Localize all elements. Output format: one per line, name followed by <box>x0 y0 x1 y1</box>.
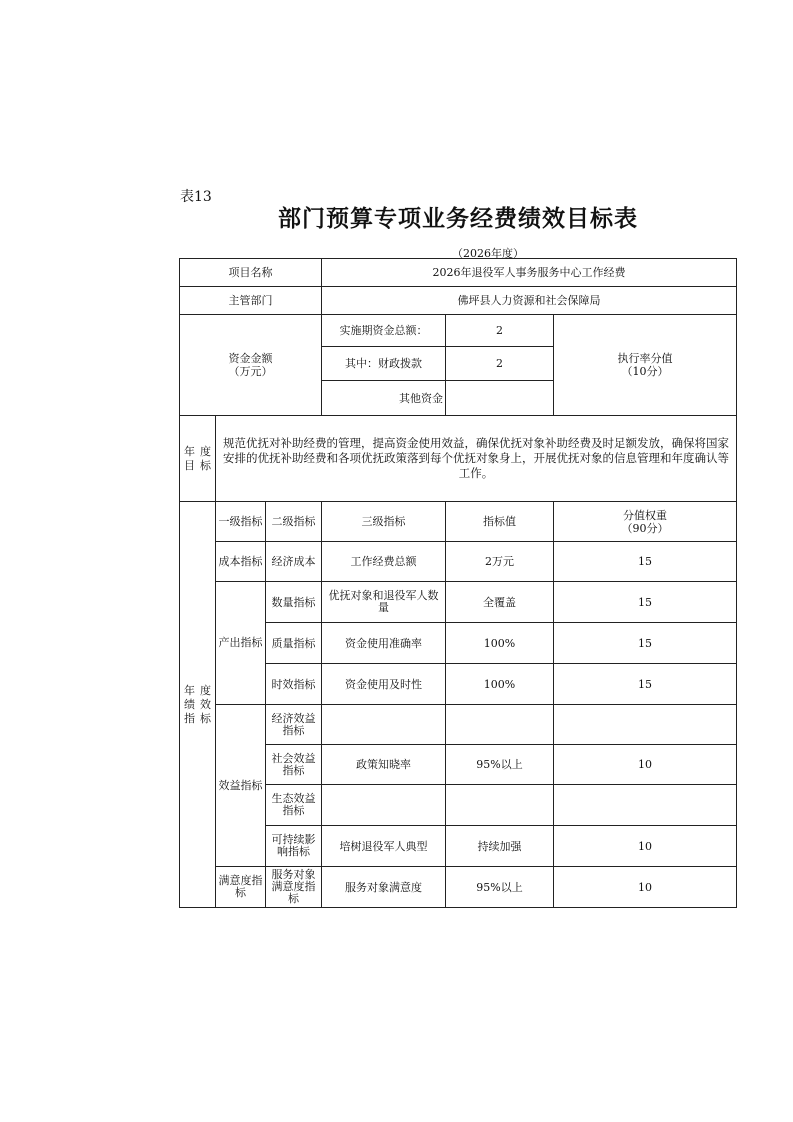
funds-label <box>180 315 322 416</box>
table-row <box>180 705 737 745</box>
performance-table <box>179 258 737 908</box>
row-value: 全覆盖 <box>446 582 554 623</box>
ind-label-c: 绩 <box>184 697 195 711</box>
goal-label-d: 标 <box>200 458 211 472</box>
row-level2: 服务对象满意度指标 <box>266 867 322 908</box>
row-weight <box>554 785 737 826</box>
row-weight: 15 <box>554 582 737 623</box>
funds-label-line2: （万元） <box>228 365 273 378</box>
goal-label-b: 度 <box>200 444 211 458</box>
row-level3 <box>322 785 446 826</box>
row-value: 95%以上 <box>446 867 554 908</box>
row-level3: 培树退役军人典型 <box>322 826 446 867</box>
funds-label-line1: 资金金额 <box>228 352 273 365</box>
row-value <box>446 705 554 745</box>
department-value: 佛坪县人力资源和社会保障局 <box>322 287 737 315</box>
row-level2: 社会效益指标 <box>266 745 322 785</box>
ind-label-e: 指 <box>184 711 195 725</box>
row-level2: 质量指标 <box>266 623 322 664</box>
row-value <box>446 785 554 826</box>
header-level2: 二级指标 <box>266 502 322 542</box>
row-level3: 工作经费总额 <box>322 542 446 582</box>
cost-group-label: 成本指标 <box>216 542 266 582</box>
performance-indicators-label <box>180 502 216 908</box>
table-row <box>180 542 737 582</box>
benefit-group-label: 效益指标 <box>216 705 266 867</box>
row-level3: 资金使用及时性 <box>322 664 446 705</box>
page-title: 部门预算专项业务经费绩效目标表 <box>278 206 638 232</box>
fiscal-year: （2026年度） <box>452 247 524 260</box>
execution-rate-line2: （10分） <box>621 365 669 378</box>
header-weight <box>554 502 737 542</box>
row-weight: 10 <box>554 826 737 867</box>
table-row <box>180 582 737 623</box>
row-level3: 政策知晓率 <box>322 745 446 785</box>
row-weight <box>554 705 737 745</box>
header-weight-line2: （90分） <box>621 521 669 535</box>
annual-goal-text: 规范优抚对补助经费的管理，提高资金使用效益，确保优抚对象补助经费及时足额发放，确保将国家安排的优抚补助经费和各项优抚政策落到每个优抚对象身上，开展优抚对象的信息管理和年度确认等工作。 <box>216 416 737 502</box>
execution-rate-line1: 执行率分值 <box>617 352 673 365</box>
row-value: 95%以上 <box>446 745 554 785</box>
output-group-label: 产出指标 <box>216 582 266 705</box>
header-level3: 三级指标 <box>322 502 446 542</box>
row-weight: 10 <box>554 867 737 908</box>
row-level2: 经济成本 <box>266 542 322 582</box>
funds-fiscal-label: 其中：财政拨款 <box>322 347 446 381</box>
table-row <box>180 867 737 908</box>
execution-rate-score <box>554 315 737 416</box>
funds-other-value <box>446 381 554 416</box>
row-level3: 服务对象满意度 <box>322 867 446 908</box>
row-weight: 15 <box>554 623 737 664</box>
row-weight: 10 <box>554 745 737 785</box>
row-value: 持续加强 <box>446 826 554 867</box>
ind-label-a: 年 <box>184 683 195 697</box>
row-level2: 数量指标 <box>266 582 322 623</box>
funds-fiscal-value: 2 <box>446 347 554 381</box>
project-name-label: 项目名称 <box>180 259 322 287</box>
row-level2: 经济效益指标 <box>266 705 322 745</box>
ind-label-b: 度 <box>200 683 211 697</box>
project-name-value: 2026年退役军人事务服务中心工作经费 <box>322 259 737 287</box>
row-value: 100% <box>446 623 554 664</box>
row-weight: 15 <box>554 542 737 582</box>
row-level3 <box>322 705 446 745</box>
annual-goal-label <box>180 416 216 502</box>
row-level2: 时效指标 <box>266 664 322 705</box>
ind-label-f: 标 <box>200 711 211 725</box>
goal-label-a: 年 <box>184 444 195 458</box>
row-level3: 资金使用准确率 <box>322 623 446 664</box>
row-level2: 可持续影响指标 <box>266 826 322 867</box>
table-number: 表13 <box>180 189 212 205</box>
header-level1: 一级指标 <box>216 502 266 542</box>
row-level3: 优抚对象和退役军人数量 <box>322 582 446 623</box>
header-value: 指标值 <box>446 502 554 542</box>
row-level2: 生态效益指标 <box>266 785 322 826</box>
department-label: 主管部门 <box>180 287 322 315</box>
funds-total-value: 2 <box>446 315 554 347</box>
row-value: 2万元 <box>446 542 554 582</box>
satisfaction-group-label: 满意度指标 <box>216 867 266 908</box>
header-weight-line1: 分值权重 <box>623 508 668 522</box>
funds-other-label: 其他资金 <box>322 381 446 416</box>
row-weight: 15 <box>554 664 737 705</box>
ind-label-d: 效 <box>200 697 211 711</box>
funds-total-label: 实施期资金总额： <box>322 315 446 347</box>
row-value: 100% <box>446 664 554 705</box>
goal-label-c: 目 <box>184 458 195 472</box>
